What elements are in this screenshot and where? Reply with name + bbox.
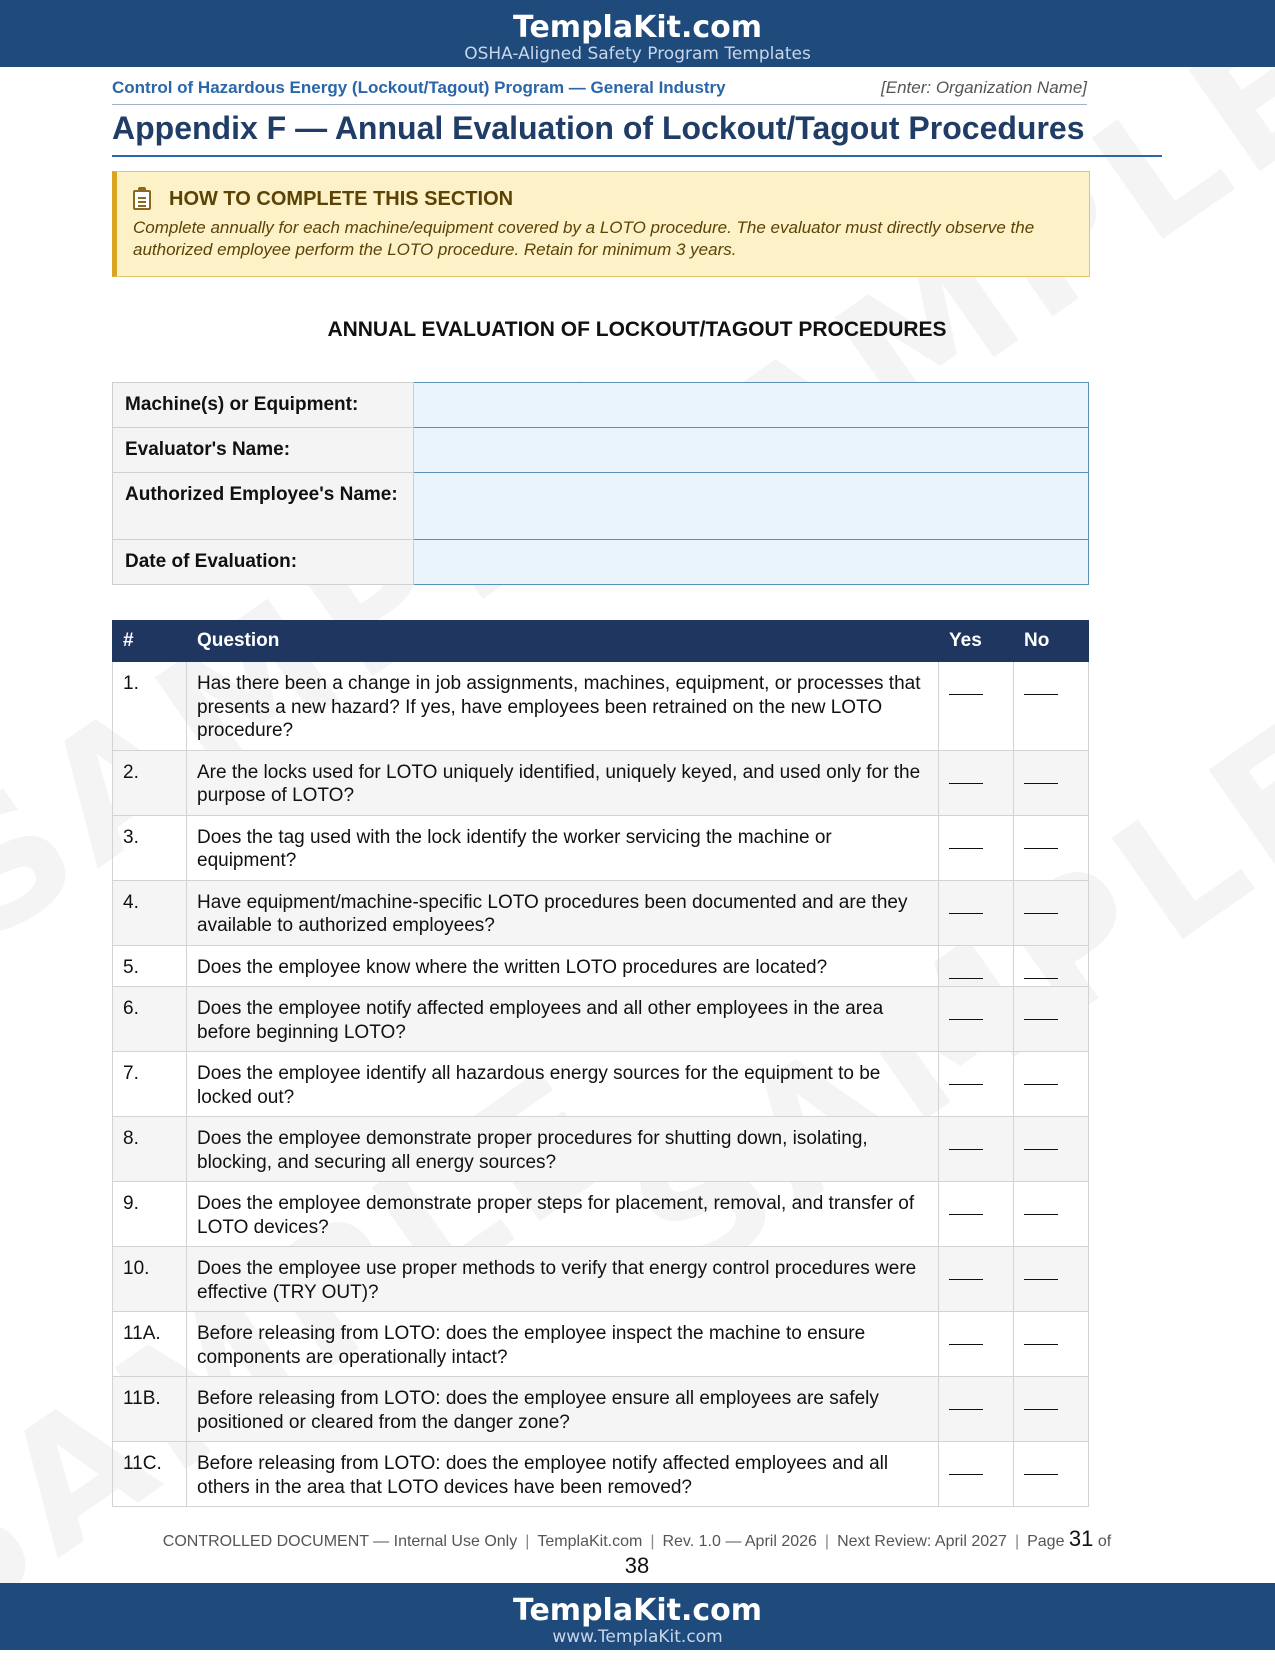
- question-number: 1.: [113, 662, 187, 751]
- no-answer-blank[interactable]: [1014, 1377, 1089, 1442]
- no-answer-blank[interactable]: [1014, 1247, 1089, 1312]
- answer-line: [949, 694, 983, 695]
- no-answer-blank[interactable]: [1014, 815, 1089, 880]
- question-text: Does the tag used with the lock identify the worker servicing the machine or equipment?: [187, 815, 939, 880]
- question-text: Has there been a change in job assignments, machines, equipment, or processes that presents a new hazard? If yes, have employees been retrained on the new LOTO procedure?: [187, 662, 939, 751]
- brand-logo-text: TemplaKit.com: [512, 1593, 762, 1628]
- callout-body: Complete annually for each machine/equipment covered by a LOTO procedure. The evaluator must directly observe the authorized employee perform the LOTO procedure. Retain for minimum 3 years.: [133, 218, 1035, 259]
- running-header: [112, 78, 1087, 105]
- footer-site: TemplaKit.com: [537, 1533, 643, 1550]
- question-number: 4.: [113, 880, 187, 945]
- info-label: Evaluator's Name:: [113, 428, 414, 473]
- question-text: Before releasing from LOTO: does the employee ensure all employees are safely positioned or cleared from the danger zone?: [187, 1377, 939, 1442]
- answer-line: [949, 1344, 983, 1345]
- question-text: Does the employee identify all hazardous energy sources for the equipment to be locked out?: [187, 1052, 939, 1117]
- column-header-yes: Yes: [939, 621, 1014, 662]
- no-answer-blank[interactable]: [1014, 1182, 1089, 1247]
- footer-page-label: Page: [1027, 1533, 1065, 1550]
- no-answer-blank[interactable]: [1014, 987, 1089, 1052]
- machine-equipment-field[interactable]: [414, 383, 1089, 428]
- no-answer-blank[interactable]: [1014, 1117, 1089, 1182]
- bottom-banner: [0, 1583, 1275, 1650]
- info-label: Machine(s) or Equipment:: [113, 383, 414, 428]
- footer-of-label: of: [1097, 1533, 1112, 1550]
- question-number: 9.: [113, 1182, 187, 1247]
- question-text: Does the employee demonstrate proper procedures for shutting down, isolating, blocking, and securing all energy sources?: [187, 1117, 939, 1182]
- info-row: [113, 428, 1089, 473]
- yes-answer-blank[interactable]: [939, 1052, 1014, 1117]
- info-row: [113, 473, 1089, 540]
- answer-line: [1024, 978, 1058, 979]
- callout-title: HOW TO COMPLETE THIS SECTION: [169, 188, 514, 210]
- table-row: [113, 987, 1089, 1052]
- answer-line: [949, 1149, 983, 1150]
- table-row: [113, 750, 1089, 815]
- answer-line: [949, 913, 983, 914]
- answer-line: [949, 1474, 983, 1475]
- info-row: [113, 540, 1089, 585]
- question-text: Have equipment/machine-specific LOTO procedures been documented and are they available to authorized employees?: [187, 880, 939, 945]
- question-text: Before releasing from LOTO: does the employee inspect the machine to ensure components are operationally intact?: [187, 1312, 939, 1377]
- footer-page-total: 38: [624, 1553, 650, 1578]
- answer-line: [1024, 1279, 1058, 1280]
- answer-line: [949, 1279, 983, 1280]
- no-answer-blank[interactable]: [1014, 662, 1089, 751]
- yes-answer-blank[interactable]: [939, 815, 1014, 880]
- yes-answer-blank[interactable]: [939, 662, 1014, 751]
- table-row: [113, 1247, 1089, 1312]
- answer-line: [1024, 1019, 1058, 1020]
- footer-controlled-notice: CONTROLLED DOCUMENT — Internal Use Only: [162, 1533, 518, 1550]
- no-answer-blank[interactable]: [1014, 750, 1089, 815]
- table-row: [113, 945, 1089, 987]
- document-footer: CONTROLLED DOCUMENT — Internal Use Only | TemplaKit.com | Rev. 1.0 — April 2026 | Next Review: April 2027 | Page 31 of 38: [112, 1526, 1162, 1579]
- question-text: Does the employee know where the written LOTO procedures are located?: [187, 945, 939, 987]
- column-header-question: Question: [187, 621, 939, 662]
- yes-answer-blank[interactable]: [939, 1117, 1014, 1182]
- callout-heading: [133, 188, 1073, 211]
- answer-line: [1024, 848, 1058, 849]
- answer-line: [1024, 1474, 1058, 1475]
- evaluation-question-table: [112, 620, 1089, 1507]
- column-header-no: No: [1014, 621, 1089, 662]
- answer-line: [1024, 1409, 1058, 1410]
- answer-line: [949, 783, 983, 784]
- info-label: Authorized Employee's Name:: [113, 473, 414, 540]
- question-number: 2.: [113, 750, 187, 815]
- answer-line: [1024, 1214, 1058, 1215]
- question-text: Does the employee use proper methods to verify that energy control procedures were effective (TRY OUT)?: [187, 1247, 939, 1312]
- no-answer-blank[interactable]: [1014, 945, 1089, 987]
- column-header-number: #: [113, 621, 187, 662]
- question-text: Before releasing from LOTO: does the employee notify affected employees and all others in the area that LOTO devices have been removed?: [187, 1442, 939, 1507]
- table-row: [113, 1117, 1089, 1182]
- answer-line: [1024, 783, 1058, 784]
- info-row: [113, 383, 1089, 428]
- table-row: [113, 880, 1089, 945]
- yes-answer-blank[interactable]: [939, 1247, 1014, 1312]
- answer-line: [949, 1214, 983, 1215]
- footer-revision: Rev. 1.0 — April 2026: [662, 1533, 817, 1550]
- clipboard-icon: [133, 190, 151, 210]
- answer-line: [1024, 694, 1058, 695]
- authorized-employee-field[interactable]: [414, 473, 1089, 540]
- no-answer-blank[interactable]: [1014, 1442, 1089, 1507]
- table-row: [113, 1182, 1089, 1247]
- brand-tagline: OSHA-Aligned Safety Program Templates: [464, 44, 811, 64]
- yes-answer-blank[interactable]: [939, 750, 1014, 815]
- question-number: 10.: [113, 1247, 187, 1312]
- answer-line: [1024, 913, 1058, 914]
- question-number: 6.: [113, 987, 187, 1052]
- answer-line: [1024, 1149, 1058, 1150]
- table-header-row: [113, 621, 1089, 662]
- table-row: [113, 815, 1089, 880]
- brand-logo-text: TemplaKit.com: [512, 10, 762, 45]
- question-text: Does the employee notify affected employees and all other employees in the area before beginning LOTO?: [187, 987, 939, 1052]
- table-row: [113, 1312, 1089, 1377]
- page-title: Appendix F — Annual Evaluation of Lockout/Tagout Procedures: [112, 110, 1162, 157]
- question-number: 11A.: [113, 1312, 187, 1377]
- question-number: 11B.: [113, 1377, 187, 1442]
- table-row: [113, 1442, 1089, 1507]
- question-text: Does the employee demonstrate proper steps for placement, removal, and transfer of LOTO devices?: [187, 1182, 939, 1247]
- yes-answer-blank[interactable]: [939, 1442, 1014, 1507]
- answer-line: [949, 848, 983, 849]
- organization-placeholder: [Enter: Organization Name]: [881, 78, 1087, 97]
- top-banner: [0, 0, 1275, 67]
- yes-answer-blank[interactable]: [939, 987, 1014, 1052]
- answer-line: [949, 1409, 983, 1410]
- question-number: 7.: [113, 1052, 187, 1117]
- yes-answer-blank[interactable]: [939, 1182, 1014, 1247]
- yes-answer-blank[interactable]: [939, 945, 1014, 987]
- question-number: 5.: [113, 945, 187, 987]
- table-row: [113, 1377, 1089, 1442]
- answer-line: [1024, 1344, 1058, 1345]
- table-row: [113, 662, 1089, 751]
- site-url: www.TemplaKit.com: [552, 1627, 723, 1647]
- answer-line: [949, 1019, 983, 1020]
- evaluation-info-table: [112, 382, 1089, 585]
- instructions-callout: [112, 171, 1090, 277]
- question-number: 3.: [113, 815, 187, 880]
- answer-line: [1024, 1084, 1058, 1085]
- footer-next-review: Next Review: April 2027: [837, 1533, 1007, 1550]
- footer-page-number: 31: [1068, 1526, 1094, 1551]
- info-label: Date of Evaluation:: [113, 540, 414, 585]
- answer-line: [949, 1084, 983, 1085]
- no-answer-blank[interactable]: [1014, 880, 1089, 945]
- table-row: [113, 1052, 1089, 1117]
- yes-answer-blank[interactable]: [939, 880, 1014, 945]
- program-title: Control of Hazardous Energy (Lockout/Tagout) Program — General Industry: [112, 78, 726, 97]
- yes-answer-blank[interactable]: [939, 1312, 1014, 1377]
- question-text: Are the locks used for LOTO uniquely identified, uniquely keyed, and used only for the purpose of LOTO?: [187, 750, 939, 815]
- question-number: 8.: [113, 1117, 187, 1182]
- evaluation-date-field[interactable]: [414, 540, 1089, 585]
- no-answer-blank[interactable]: [1014, 1052, 1089, 1117]
- yes-answer-blank[interactable]: [939, 1377, 1014, 1442]
- answer-line: [949, 978, 983, 979]
- evaluator-name-field[interactable]: [414, 428, 1089, 473]
- question-number: 11C.: [113, 1442, 187, 1507]
- form-title: ANNUAL EVALUATION OF LOCKOUT/TAGOUT PROCEDURES: [327, 318, 947, 341]
- no-answer-blank[interactable]: [1014, 1312, 1089, 1377]
